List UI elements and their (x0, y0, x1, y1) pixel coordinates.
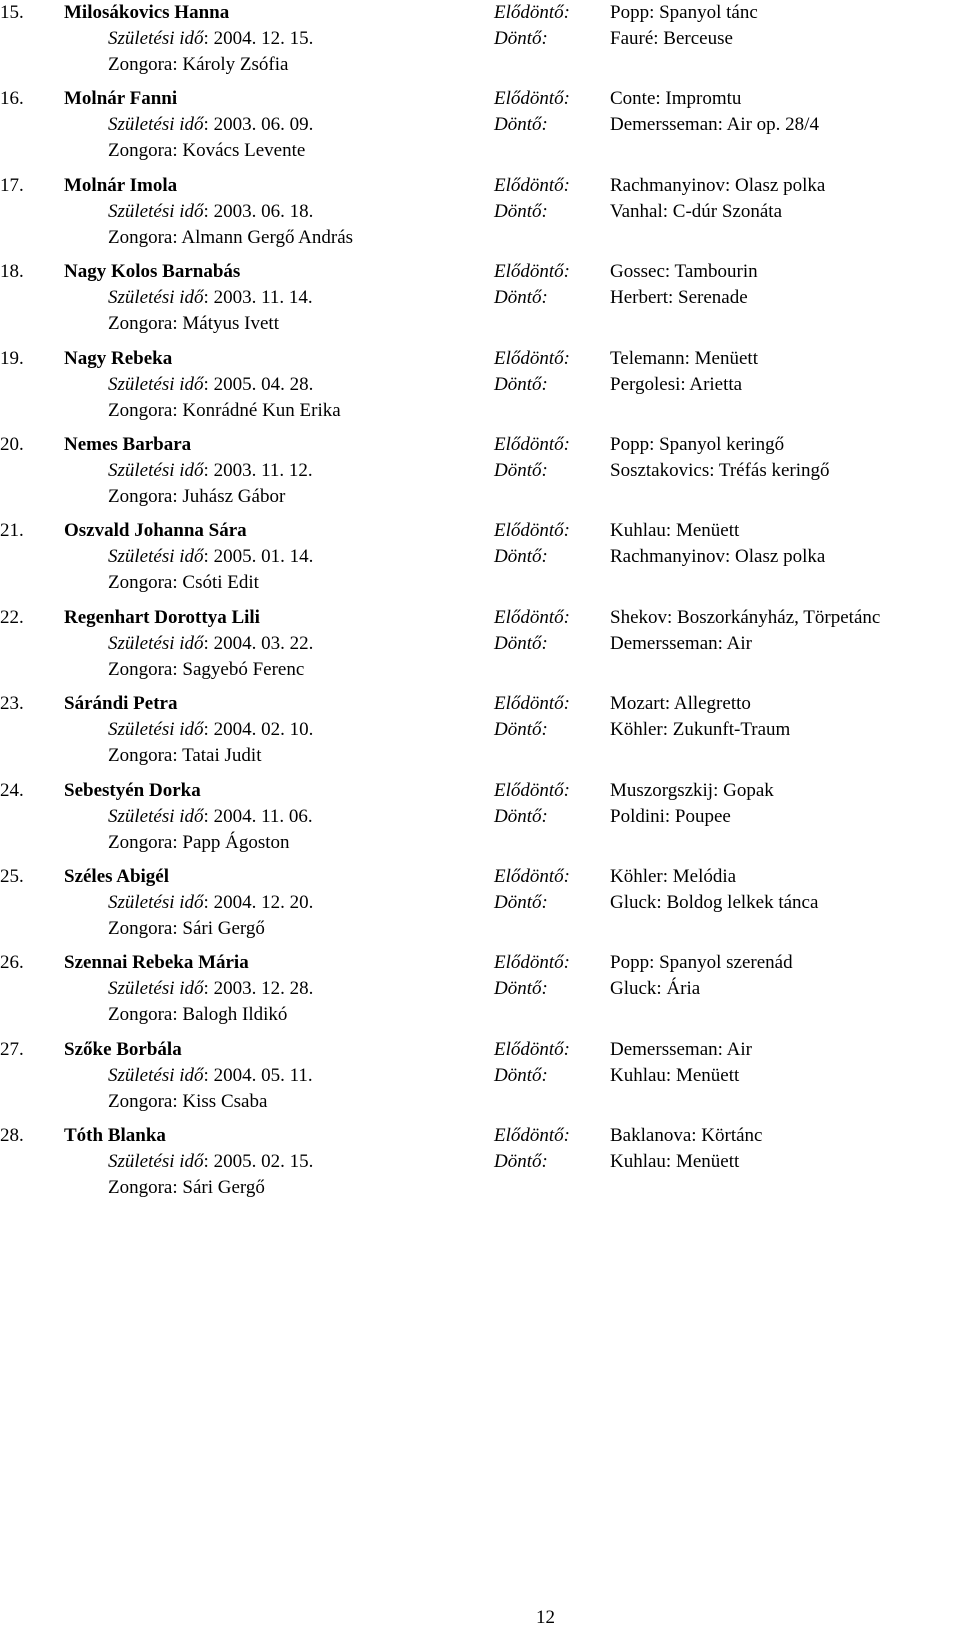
accompanist-line: Zongora: Károly Zsófia (108, 54, 289, 75)
contestant-name: Szőke Borbála (64, 1039, 182, 1060)
entry-number: 19. (0, 348, 24, 369)
accompanist-line: Zongora: Csóti Edit (108, 572, 259, 593)
accompanist-line: Zongora: Kiss Csaba (108, 1091, 268, 1112)
semifinal-label: Elődöntő: (494, 434, 570, 455)
contestant-entry (0, 864, 960, 942)
accompanist-label: Zongora (108, 140, 173, 161)
semifinal-label: Elődöntő: (494, 520, 570, 541)
birth-date-line: Születési idő: 2003. 11. 14. (108, 287, 313, 308)
birth-date-line: Születési idő: 2004. 02. 10. (108, 719, 314, 740)
birth-date-value: 2004. 05. 11. (213, 1065, 313, 1086)
entry-number: 16. (0, 88, 24, 109)
accompanist-line: Zongora: Almann Gergő András (108, 227, 354, 248)
final-piece: Demersseman: Air op. 28/4 (610, 114, 819, 135)
semifinal-label: Elődöntő: (494, 348, 570, 369)
entry-number: 15. (0, 2, 24, 23)
contestant-name: Nagy Rebeka (64, 348, 173, 369)
accompanist-line: Zongora: Sári Gergő (108, 918, 265, 939)
semifinal-label: Elődöntő: (494, 1039, 570, 1060)
accompanist-label: Zongora (108, 54, 173, 75)
birth-date-label: Születési idő (108, 287, 204, 308)
birth-date-line: Születési idő: 2004. 03. 22. (108, 633, 314, 654)
contestant-name: Sárándi Petra (64, 693, 178, 714)
accompanist-value: Juhász Gábor (182, 486, 286, 507)
accompanist-value: Károly Zsófia (182, 54, 289, 75)
final-piece: Kuhlau: Menüett (610, 1065, 740, 1086)
contestant-name: Regenhart Dorottya Lili (64, 607, 260, 628)
birth-date-line: Születési idő: 2005. 04. 28. (108, 374, 314, 395)
contestant-entry (0, 173, 960, 251)
accompanist-value: Almann Gergő András (181, 227, 354, 248)
final-label: Döntő: (494, 460, 548, 481)
accompanist-label: Zongora (108, 1091, 173, 1112)
final-label: Döntő: (494, 374, 548, 395)
birth-date-value: 2004. 12. 15. (213, 28, 314, 49)
semifinal-label: Elődöntő: (494, 88, 570, 109)
birth-date-label: Születési idő (108, 1151, 204, 1172)
birth-date-value: 2005. 01. 14. (213, 546, 314, 567)
accompanist-label: Zongora (108, 1004, 173, 1025)
entry-number: 27. (0, 1039, 24, 1060)
final-piece: Pergolesi: Arietta (610, 374, 743, 395)
accompanist-value: Tatai Judit (182, 745, 262, 766)
final-piece: Kuhlau: Menüett (610, 1151, 740, 1172)
contestant-entry (0, 1123, 960, 1201)
birth-date-value: 2004. 12. 20. (213, 892, 314, 913)
semifinal-piece: Popp: Spanyol szerenád (610, 952, 793, 973)
entry-number: 20. (0, 434, 24, 455)
birth-date-label: Születési idő (108, 892, 204, 913)
entry-number: 22. (0, 607, 24, 628)
birth-date-line: Születési idő: 2005. 02. 15. (108, 1151, 314, 1172)
semifinal-piece: Gossec: Tambourin (610, 261, 758, 282)
birth-date-line: Születési idő: 2003. 06. 18. (108, 201, 314, 222)
final-piece: Fauré: Berceuse (610, 28, 733, 49)
semifinal-piece: Baklanova: Körtánc (610, 1125, 763, 1146)
contestant-entry (0, 86, 960, 164)
accompanist-line: Zongora: Papp Ágoston (108, 832, 290, 853)
final-label: Döntő: (494, 719, 548, 740)
birth-date-value: 2005. 04. 28. (213, 374, 314, 395)
final-piece: Köhler: Zukunft-Traum (610, 719, 791, 740)
semifinal-piece: Demersseman: Air (610, 1039, 752, 1060)
birth-date-label: Születési idő (108, 546, 204, 567)
entry-number: 25. (0, 866, 24, 887)
contestant-name: Széles Abigél (64, 866, 170, 887)
birth-date-label: Születési idő (108, 460, 204, 481)
accompanist-line: Zongora: Konrádné Kun Erika (108, 400, 341, 421)
semifinal-piece: Mozart: Allegretto (610, 693, 751, 714)
semifinal-label: Elődöntő: (494, 952, 570, 973)
final-label: Döntő: (494, 201, 548, 222)
accompanist-label: Zongora (108, 918, 173, 939)
contestant-name: Oszvald Johanna Sára (64, 520, 247, 541)
birth-date-label: Születési idő (108, 719, 204, 740)
semifinal-piece: Telemann: Menüett (610, 348, 758, 369)
accompanist-label: Zongora (108, 1177, 173, 1198)
contestant-name: Molnár Imola (64, 175, 178, 196)
contestant-name: Milosákovics Hanna (64, 2, 230, 23)
semifinal-piece: Rachmanyinov: Olasz polka (610, 175, 826, 196)
contestant-name: Nagy Kolos Barnabás (64, 261, 241, 282)
accompanist-value: Sagyebó Ferenc (182, 659, 305, 680)
birth-date-value: 2003. 11. 14. (213, 287, 313, 308)
birth-date-line: Születési idő: 2004. 05. 11. (108, 1065, 313, 1086)
contestant-entry (0, 0, 960, 78)
final-piece: Vanhal: C-dúr Szonáta (610, 201, 783, 222)
contestant-name: Molnár Fanni (64, 88, 178, 109)
contestant-entry (0, 1037, 960, 1115)
final-label: Döntő: (494, 892, 548, 913)
accompanist-line: Zongora: Tatai Judit (108, 745, 262, 766)
birth-date-value: 2003. 12. 28. (213, 978, 314, 999)
entry-number: 21. (0, 520, 24, 541)
accompanist-value: Papp Ágoston (182, 832, 290, 853)
birth-date-label: Születési idő (108, 633, 204, 654)
semifinal-piece: Shekov: Boszorkányház, Törpetánc (610, 607, 881, 628)
contestant-entry (0, 346, 960, 424)
contestant-entry (0, 605, 960, 683)
semifinal-label: Elődöntő: (494, 780, 570, 801)
accompanist-label: Zongora (108, 832, 173, 853)
birth-date-label: Születési idő (108, 806, 204, 827)
accompanist-line: Zongora: Balogh Ildikó (108, 1004, 288, 1025)
accompanist-value: Sári Gergő (182, 1177, 265, 1198)
contestant-name: Sebestyén Dorka (64, 780, 201, 801)
page-number (0, 1605, 960, 1631)
accompanist-line: Zongora: Kovács Levente (108, 140, 306, 161)
final-label: Döntő: (494, 546, 548, 567)
final-label: Döntő: (494, 978, 548, 999)
semifinal-piece: Conte: Impromtu (610, 88, 742, 109)
semifinal-label: Elődöntő: (494, 1125, 570, 1146)
accompanist-line: Zongora: Mátyus Ivett (108, 313, 279, 334)
contestant-entry (0, 950, 960, 1028)
accompanist-label: Zongora (108, 486, 173, 507)
final-label: Döntő: (494, 28, 548, 49)
entry-number: 17. (0, 175, 24, 196)
contestant-entry (0, 259, 960, 337)
semifinal-label: Elődöntő: (494, 175, 570, 196)
semifinal-label: Elődöntő: (494, 693, 570, 714)
birth-date-line: Születési idő: 2005. 01. 14. (108, 546, 314, 567)
contestant-entry (0, 691, 960, 769)
birth-date-line: Születési idő: 2004. 12. 20. (108, 892, 314, 913)
page-number-value: 12 (536, 1607, 555, 1628)
birth-date-label: Születési idő (108, 1065, 204, 1086)
accompanist-value: Balogh Ildikó (182, 1004, 288, 1025)
final-label: Döntő: (494, 806, 548, 827)
contestant-entry (0, 778, 960, 856)
final-label: Döntő: (494, 1065, 548, 1086)
birth-date-value: 2003. 06. 18. (213, 201, 314, 222)
entry-number: 26. (0, 952, 24, 973)
accompanist-value: Konrádné Kun Erika (182, 400, 341, 421)
accompanist-value: Sári Gergő (182, 918, 265, 939)
birth-date-value: 2003. 11. 12. (213, 460, 313, 481)
accompanist-value: Csóti Edit (182, 572, 259, 593)
contestant-name: Szennai Rebeka Mária (64, 952, 249, 973)
final-piece: Poldini: Poupee (610, 806, 731, 827)
final-piece: Gluck: Ária (610, 978, 701, 999)
birth-date-value: 2003. 06. 09. (213, 114, 314, 135)
semifinal-piece: Popp: Spanyol keringő (610, 434, 785, 455)
accompanist-value: Kovács Levente (182, 140, 306, 161)
semifinal-piece: Kuhlau: Menüett (610, 520, 740, 541)
semifinal-label: Elődöntő: (494, 2, 570, 23)
accompanist-line: Zongora: Sári Gergő (108, 1177, 265, 1198)
birth-date-line: Születési idő: 2004. 11. 06. (108, 806, 313, 827)
accompanist-label: Zongora (108, 227, 173, 248)
accompanist-label: Zongora (108, 400, 173, 421)
contestant-name: Nemes Barbara (64, 434, 192, 455)
accompanist-label: Zongora (108, 745, 173, 766)
birth-date-value: 2004. 11. 06. (213, 806, 313, 827)
final-label: Döntő: (494, 633, 548, 654)
birth-date-value: 2004. 03. 22. (213, 633, 314, 654)
birth-date-line: Születési idő: 2003. 11. 12. (108, 460, 313, 481)
final-label: Döntő: (494, 114, 548, 135)
final-piece: Demersseman: Air (610, 633, 752, 654)
birth-date-label: Születési idő (108, 114, 204, 135)
final-piece: Sosztakovics: Tréfás keringő (610, 460, 830, 481)
birth-date-label: Születési idő (108, 201, 204, 222)
contestant-entry (0, 518, 960, 596)
final-piece: Herbert: Serenade (610, 287, 748, 308)
semifinal-label: Elődöntő: (494, 607, 570, 628)
contestant-name: Tóth Blanka (64, 1125, 166, 1146)
accompanist-line: Zongora: Sagyebó Ferenc (108, 659, 305, 680)
birth-date-label: Születési idő (108, 28, 204, 49)
final-piece: Rachmanyinov: Olasz polka (610, 546, 826, 567)
birth-date-value: 2004. 02. 10. (213, 719, 314, 740)
entry-number: 28. (0, 1125, 24, 1146)
semifinal-label: Elődöntő: (494, 261, 570, 282)
final-label: Döntő: (494, 1151, 548, 1172)
accompanist-line: Zongora: Juhász Gábor (108, 486, 286, 507)
accompanist-label: Zongora (108, 659, 173, 680)
entry-number: 18. (0, 261, 24, 282)
contestant-entry (0, 432, 960, 510)
final-piece: Gluck: Boldog lelkek tánca (610, 892, 819, 913)
accompanist-value: Kiss Csaba (182, 1091, 268, 1112)
entry-number: 24. (0, 780, 24, 801)
semifinal-label: Elődöntő: (494, 866, 570, 887)
accompanist-value: Mátyus Ivett (182, 313, 279, 334)
birth-date-line: Születési idő: 2003. 12. 28. (108, 978, 314, 999)
accompanist-label: Zongora (108, 313, 173, 334)
birth-date-value: 2005. 02. 15. (213, 1151, 314, 1172)
semifinal-piece: Popp: Spanyol tánc (610, 2, 758, 23)
birth-date-label: Születési idő (108, 978, 204, 999)
birth-date-line: Születési idő: 2004. 12. 15. (108, 28, 314, 49)
semifinal-piece: Muszorgszkij: Gopak (610, 780, 774, 801)
semifinal-piece: Köhler: Melódia (610, 866, 737, 887)
accompanist-label: Zongora (108, 572, 173, 593)
final-label: Döntő: (494, 287, 548, 308)
birth-date-line: Születési idő: 2003. 06. 09. (108, 114, 314, 135)
entry-number: 23. (0, 693, 24, 714)
birth-date-label: Születési idő (108, 374, 204, 395)
